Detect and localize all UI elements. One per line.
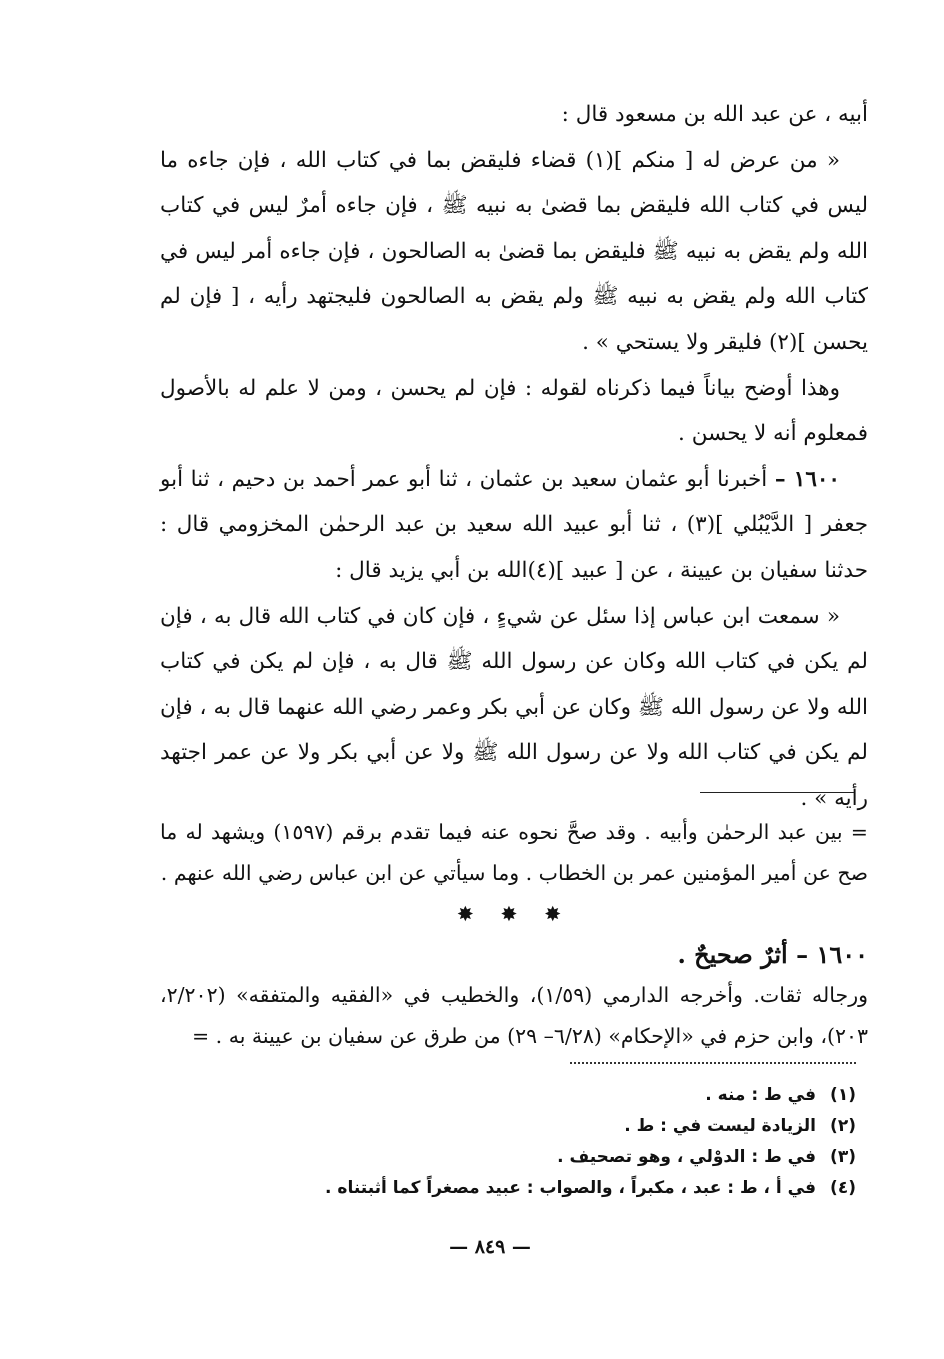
footnote-text: في أ ، ط : عبد ، مكبراً ، والصواب : عبيد مصغراً كما أثبتناه .	[325, 1178, 816, 1198]
paragraph-explanation: وهذا أوضح بياناً فيما ذكرناه لقوله : فإن لم يحسن ، ومن لا علم له بالأصول فمعلوم أنه لا يحسن .	[160, 375, 868, 447]
narration-text: أخبرنا أبو عثمان سعيد بن عثمان ، ثنا أبو عمر أحمد بن دحيم ، ثنا أبو جعفر [ الدَّيْبُلي ](٣) ، ثنا أبو عبيد الله سعيد بن عبد الرحمٰن المخزومي قال : حدثنا سفيان بن عيينة ، عن [ عبيد ](٤)الله بن أبي يزيد قال :	[160, 466, 869, 583]
footnote-dotted-separator	[570, 1062, 856, 1064]
footnote-item	[300, 1080, 856, 1111]
commentary-text: ورجاله ثقات. وأخرجه الدارمي (١/٥٩)، والخطيب في «الفقيه والمتفقه» (٢/٢٠٢، ٢٠٣)، وابن حزم في «الإحكام» (٦/٢٨– ٢٩) من طرق عن سفيان بن عيينة به . =	[160, 983, 868, 1048]
footnote-number: (١)	[830, 1085, 856, 1105]
commentary-heading: ١٦٠٠ – أثرٌ صحيحٌ .	[677, 940, 868, 969]
narration-number: ١٦٠٠ –	[774, 466, 840, 492]
footnote-item	[300, 1111, 856, 1142]
footnotes-list	[300, 1080, 856, 1204]
paragraph-ibn-abbas-quote: « سمعت ابن عباس إذا سئل عن شيءٍ ، فإن كان في كتاب الله قال به ، فإن لم يكن في كتاب الله وكان عن رسول الله ﷺ قال به ، فإن لم يكن في كتاب الله ولا عن رسول الله ﷺ وكان عن أبي بكر وعمر رضي الله عنهما قال به ، فإن لم يكن في كتاب الله ولا عن رسول الله ﷺ ولا عن أبي بكر ولا عن عمر اجتهد رأيه » .	[160, 603, 868, 811]
footnote-item	[300, 1142, 856, 1173]
section-divider-stars: ✸ ✸ ✸	[456, 902, 572, 926]
footnote-number: (٤)	[830, 1178, 856, 1198]
main-text	[160, 92, 868, 822]
footnote-number: (٢)	[830, 1116, 856, 1136]
commentary-section	[160, 812, 868, 1057]
footnote-number: (٣)	[830, 1147, 856, 1167]
paragraph-ibn-masud-quote: « من عرض له [ منكم ](١) قضاء فليقض بما في كتاب الله ، فإن جاءه ما ليس في كتاب الله فليقض بما قضىٰ به نبيه ﷺ ، فإن جاءه أمرٌ ليس في كتاب الله ولم يقض به نبيه ﷺ فليقض بما قضىٰ به الصالحون ، فإن جاءه أمر ليس في كتاب الله ولم يقض به نبيه ﷺ ولم يقض به الصالحون فليجتهد رأيه ، [ فإن لم يحسن ](٢) فليقر ولا يستحي » .	[160, 147, 868, 355]
footnote-item	[300, 1173, 856, 1204]
paragraph-opening: أبيه ، عن عبد الله بن مسعود قال :	[561, 102, 868, 127]
footnote-text: في ط : منه .	[705, 1085, 816, 1105]
footnote-text: الزيادة ليست في : ط .	[624, 1116, 816, 1136]
footnote-text: في ط : الدوْلي ، وهو تصحيف .	[557, 1147, 816, 1167]
page-number: — ٨٤٩ —	[449, 1236, 531, 1258]
commentary-continuation: = بين عبد الرحمٰن وأبيه . وقد صحَّ نحوه عنه فيما تقدم برقم (١٥٩٧) ويشهد له ما صح عن أمير المؤمنين عمر بن الخطاب . وما سيأتي عن ابن عباس رضي الله عنهم .	[160, 820, 868, 885]
footnote-separator	[700, 792, 854, 793]
narration-1600	[160, 457, 868, 594]
